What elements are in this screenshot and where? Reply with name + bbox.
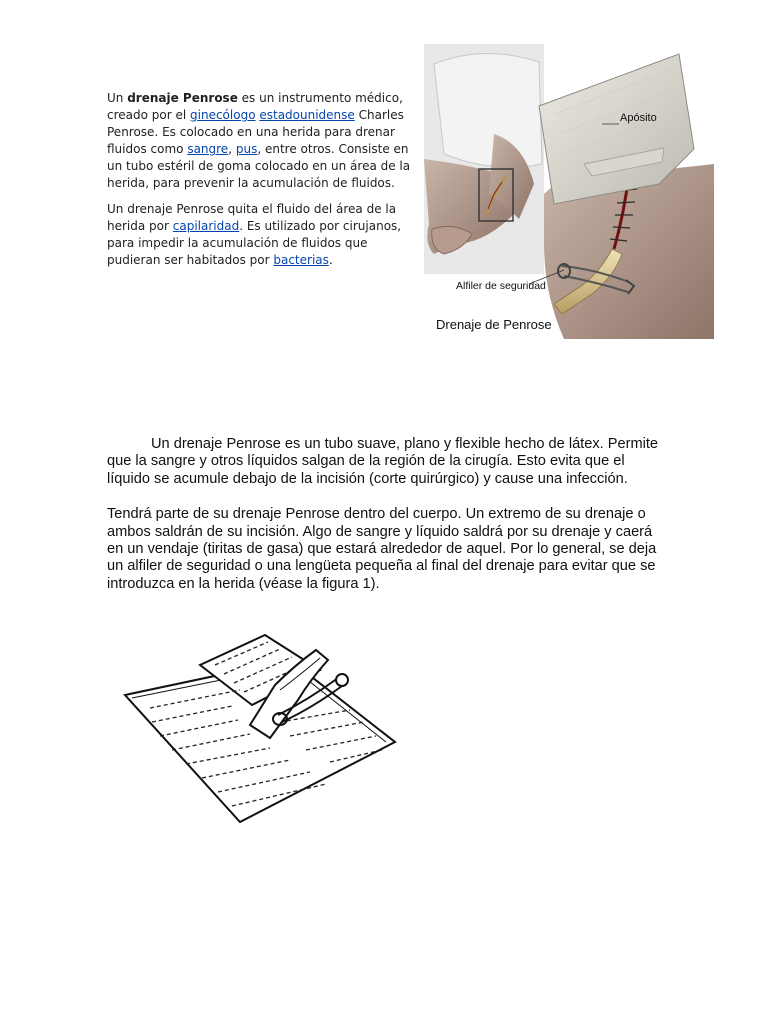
- penrose-drain-illustration: [424, 44, 714, 339]
- text: Un drenaje Penrose quita el fluido del área de la herida por: [107, 202, 397, 233]
- figure-1-drawing: [120, 630, 410, 830]
- term-bold: drenaje Penrose: [127, 91, 238, 105]
- link-pus[interactable]: pus: [235, 142, 258, 156]
- body-paragraph-1-text: Un drenaje Penrose es un tubo suave, plano y flexible hecho de látex. Permite que la sangre y otros líquidos salgan de la región de la cirugía. Esto evita que el líquido se acumule debajo de la incisión (corte quirúrgico) y cause una infección.: [107, 436, 659, 487]
- text: .: [328, 253, 333, 267]
- text: Charles Penrose. Es colocado en una herida para drenar fluidos como: [107, 108, 404, 156]
- label-alfiler-seguridad: Alfiler de seguridad: [456, 280, 546, 292]
- illustration-drawing: [424, 44, 714, 339]
- text: , entre otros. Consiste en un tubo estéril de goma colocado en un área de la herida, para prevenir la acumulación de fluidos.: [107, 142, 411, 190]
- wiki-excerpt: [107, 90, 415, 278]
- text: . Es utilizado por cirujanos, para impedir la acumulación de fluidos que pudieran ser habitados por: [107, 219, 402, 267]
- link-estadounidense[interactable]: estadounidense: [259, 108, 355, 122]
- text: ,: [228, 142, 236, 156]
- body-paragraph-2: Tendrá parte de su drenaje Penrose dentro del cuerpo. Un extremo de su drenaje o ambos saldrán de su incisión. Algo de sangre y líquido saldrá por su drenaje y caerá en un vendaje (tiritas de gasa) que estará alrededor de aquel. Por lo general, se deja un alfiler de seguridad o una lengüeta pequeña al final del drenaje para evitar que se introduzca en la herida (véase la figura 1).: [107, 506, 657, 592]
- link-sangre[interactable]: sangre: [187, 142, 229, 156]
- wiki-paragraph-2: [107, 201, 415, 269]
- link-capilaridad[interactable]: capilaridad: [172, 219, 240, 233]
- link-bacterias[interactable]: bacterias: [273, 253, 329, 267]
- link-ginecologo[interactable]: ginecólogo: [190, 108, 256, 122]
- gauze-drain-line-drawing: [120, 630, 410, 830]
- text: Un: [107, 91, 128, 105]
- figure-caption: Drenaje de Penrose: [436, 317, 552, 332]
- text: es un instrumento médico, creado por el: [107, 91, 403, 122]
- label-aposito: Apósito: [620, 112, 657, 124]
- body-paragraph-1: [107, 436, 663, 488]
- wiki-paragraph-1: [107, 90, 415, 192]
- document-body: [107, 436, 663, 611]
